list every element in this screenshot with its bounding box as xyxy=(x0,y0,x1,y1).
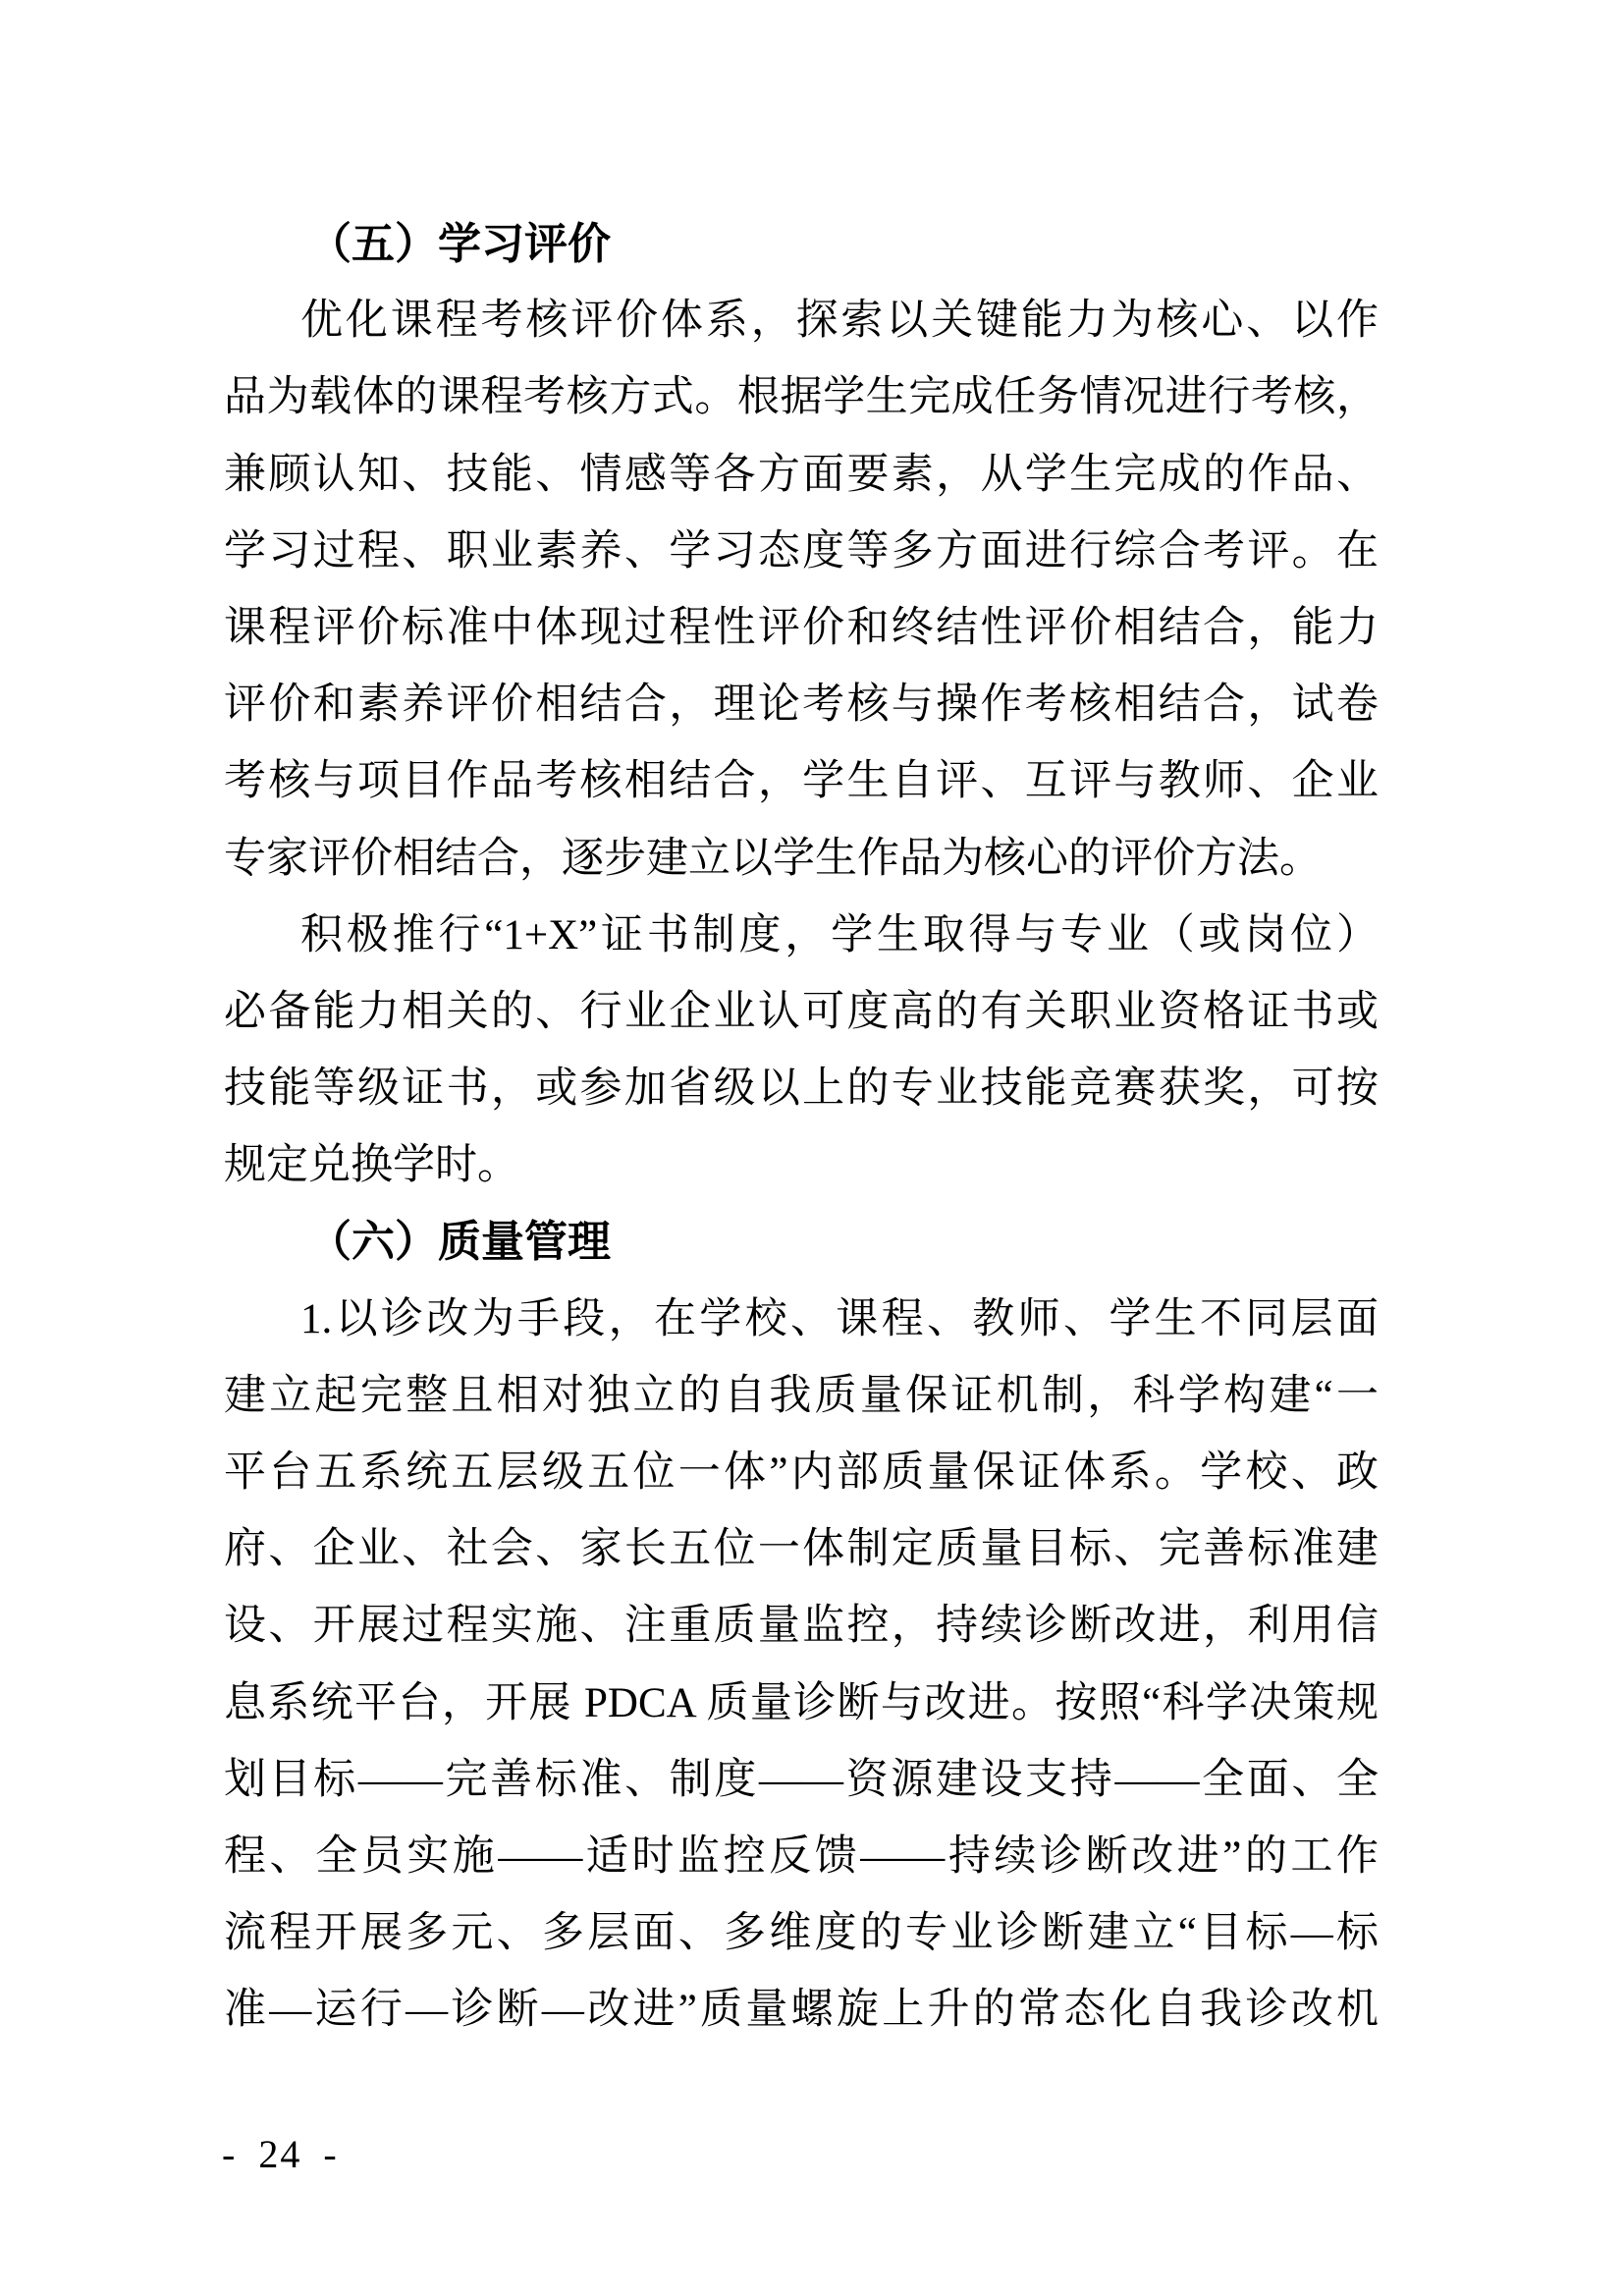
section-heading: （六）质量管理 xyxy=(308,1218,611,1267)
text-line: 考核与项目作品考核相结合，学生自评、互评与教师、企业 xyxy=(224,758,1379,805)
text-line: 设、开展过程实施、注重质量监控，持续诊断改进，利用信 xyxy=(224,1603,1379,1650)
text-line: 评价和素养评价相结合，理论考核与操作考核相结合，试卷 xyxy=(224,682,1379,729)
text-line: 程、全员实施——适时监控反馈——持续诊断改进”的工作 xyxy=(224,1832,1379,1880)
text-line: 优化课程考核评价体系，探索以关键能力为核心、以作 xyxy=(300,298,1379,345)
text-line: 技能等级证书，或参加省级以上的专业技能竞赛获奖，可按 xyxy=(224,1066,1379,1113)
text-line: 品为载体的课程考核方式。根据学生完成任务情况进行考核， xyxy=(224,374,1379,421)
text-line: 必备能力相关的、行业企业认可度高的有关职业资格证书或 xyxy=(224,988,1379,1035)
text-line: 流程开展多元、多层面、多维度的专业诊断建立“目标—标 xyxy=(224,1910,1379,1957)
text-line: 府、企业、社会、家长五位一体制定质量目标、完善标准建 xyxy=(224,1526,1379,1573)
text-line: 息系统平台，开展 PDCA 质量诊断与改进。按照“科学决策规 xyxy=(224,1679,1379,1726)
text-line: 建立起完整且相对独立的自我质量保证机制，科学构建“一 xyxy=(224,1372,1379,1419)
text-line: 兼顾认知、技能、情感等各方面要素，从学生完成的作品、 xyxy=(224,451,1379,498)
text-line: 积极推行“1+X”证书制度，学生取得与专业（或岗位） xyxy=(300,911,1379,958)
text-line: 规定兑换学时。 xyxy=(224,1142,519,1189)
text-line: 划目标——完善标准、制度——资源建设支持——全面、全 xyxy=(224,1756,1379,1803)
text-line: 学习过程、职业素养、学习态度等多方面进行综合考评。在 xyxy=(224,527,1379,574)
text-line: 准—运行—诊断—改进”质量螺旋上升的常态化自我诊改机 xyxy=(224,1987,1379,2034)
section-heading: （五）学习评价 xyxy=(308,220,611,268)
page-number: - 24 - xyxy=(222,2132,339,2176)
text-line: 专家评价相结合，逐步建立以学生作品为核心的评价方法。 xyxy=(224,835,1322,882)
text-line: 课程评价标准中体现过程性评价和终结性评价相结合，能力 xyxy=(224,604,1379,651)
text-line: 1.以诊改为手段，在学校、课程、教师、学生不同层面 xyxy=(300,1295,1379,1342)
text-block xyxy=(224,206,1379,2050)
text-line: 平台五系统五层级五位一体”内部质量保证体系。学校、政 xyxy=(224,1449,1379,1496)
